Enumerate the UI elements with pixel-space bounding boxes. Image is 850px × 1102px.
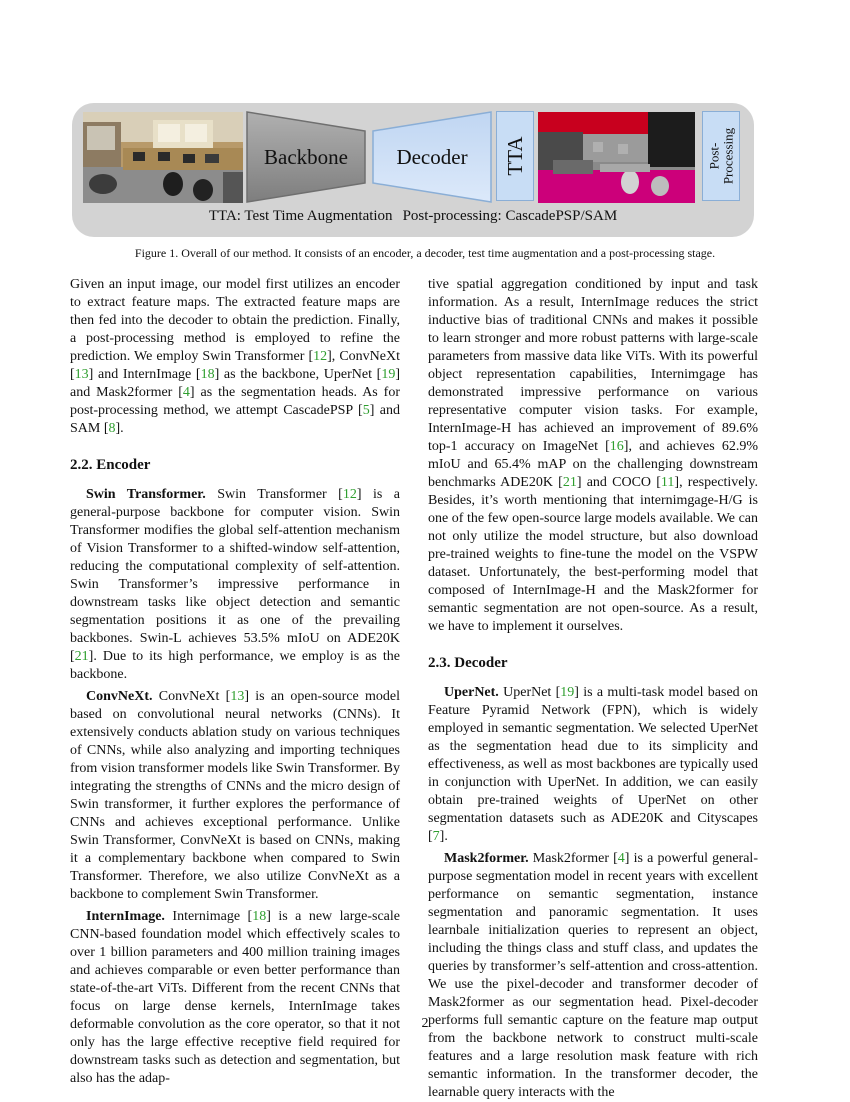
citation-link[interactable]: 11: [660, 475, 675, 490]
paragraph-run-in-title: Swin Transformer.: [86, 487, 206, 502]
mask2former-paragraph: Mask2former. Mask2former [4] is a powerful general-purpose segmentation model in recent years with excellent performance on semantic segmentation, instance segmentation and panoramic segmentation. It uses learnbale initialization queries to represent an object, including the things class and stuff class, and updates the queries by transformer’s self-attention and cross-attention. We use the pixel-decoder and transformer decoder of Mask2former as our segmentation head. Pixel-decoder performs full semantic capture on the feature map output from the backbone network to construct multi-scale features and a large resolution mask feature with rich semantic information. In the transformer decoder, the learnable query interacts with the: [428, 851, 758, 1100]
tta-block: [496, 111, 534, 201]
decoder-block: [372, 111, 492, 203]
citation-link[interactable]: 19: [381, 367, 396, 382]
citation-link[interactable]: 12: [313, 349, 328, 364]
decoder-label: Decoder: [396, 144, 468, 169]
citation-link[interactable]: 18: [200, 367, 215, 382]
citation-link[interactable]: 4: [182, 385, 190, 400]
section-heading-encoder: 2.2. Encoder: [70, 457, 151, 473]
convnext-paragraph: ConvNeXt. ConvNeXt [13] is an open-source model based on convolutional neural networks (CNNs). It extensively conducts ablation study on various techniques of CNNs, while also analyzing and importing techniques from vision transformer models like Swin Transformer. By integrating the strengths of CNNs and the micro design of Swin transformer, it further explores the performance of CNNs and achieves exceptional performance. Unlike Swin Transformer, ConvNeXt is based on CNNs, making it a complementary backbone when compared to Swin Transformer. Therefore, we also utilize ConvNeXt as a backbone to complement Swin Transformer.: [70, 689, 400, 902]
classroom-photo: [83, 112, 243, 203]
citation-link[interactable]: 19: [560, 685, 575, 700]
paragraph-run-in-title: Mask2former.: [444, 851, 529, 866]
intro-paragraph: Given an input image, our model first utilizes an encoder to extract feature maps. The extracted feature maps are then fed into the decoder to obtain the prediction. Finally, a post-processing method is employed to refine the prediction. We employ Swin Transformer [12], ConvNeXt [13] and InternImage [18] as the backbone, UperNet [19] and Mask2former [4] as the segmentation heads. As for post-processing method, we attempt CascadePSP [5] and SAM [8].: [70, 277, 401, 436]
citation-link[interactable]: 16: [609, 439, 624, 454]
input-image: [83, 112, 243, 203]
legend-post-processing: Post-processing: CascadePSP/SAM: [402, 208, 618, 224]
right-column: [428, 276, 758, 1102]
citation-link[interactable]: 7: [432, 829, 440, 844]
citation-link[interactable]: 8: [108, 421, 116, 436]
page-number: 2: [421, 1016, 429, 1031]
upernet-paragraph: UperNet. UperNet [19] is a multi-task model based on Feature Pyramid Network (FPN), which is widely employed in semantic segmentation. We selected UperNet as the segmentation head due to its simplicity and effectiveness, as well as most backbones are typically used in conjunction with UperNet. In addition, we can easily obtain pre-trained weights of UperNet on other segmentation datasets such as ADE20K and Cityscapes [7].: [428, 685, 758, 844]
internimage-paragraph: InternImage. Internimage [18] is a new large-scale CNN-based foundation model which effectively scales to over 1 billion parameters and 400 million training images and achieves comparable or even better performance than state-of-the-art ViTs. Different from the recent CNNs that focus on large dense kernels, InternImage takes deformable convolution as the core operator, so that it not only has the large effective receptive field required for downstream tasks such as detection and segmentation, but also has the adap-: [70, 909, 400, 1086]
paragraph-run-in-title: UperNet.: [444, 685, 499, 700]
citation-link[interactable]: 18: [252, 909, 267, 924]
post-processing-block: [702, 111, 740, 201]
citation-link[interactable]: 5: [362, 403, 370, 418]
section-heading-decoder: 2.3. Decoder: [428, 655, 508, 671]
left-column: [70, 276, 400, 1088]
citation-link[interactable]: 21: [74, 649, 89, 664]
citation-link[interactable]: 21: [562, 475, 577, 490]
citation-link[interactable]: 13: [74, 367, 89, 382]
segmentation-output-image: [538, 112, 695, 203]
post-processing-label: Post- Processing: [706, 127, 735, 185]
paragraph-run-in-title: InternImage.: [86, 909, 165, 924]
citation-link[interactable]: 4: [617, 851, 625, 866]
backbone-label: Backbone: [264, 144, 348, 169]
segmentation-map: [538, 112, 695, 203]
figure-panel: [72, 103, 754, 237]
citation-link[interactable]: 13: [230, 689, 245, 704]
backbone-block: [246, 111, 366, 203]
figure-legend: [72, 208, 754, 225]
paragraph-run-in-title: ConvNeXt.: [86, 689, 153, 704]
swin-paragraph: Swin Transformer. Swin Transformer [12] is a general-purpose backbone for computer vision. Swin Transformer modifies the global self-attention mechanism of Vision Transformer to a shifted-window self-attention, reducing the computational complexity of self-attention. Swin Transformer’s impressive performance in downstream tasks like object detection and semantic segmentation positions it as one of the prevailing backbones. Swin-L achieves 53.5% mIoU on ADE20K [21]. Due to its high performance, we employ is as the backbone.: [70, 487, 401, 682]
tta-label: TTA: [502, 136, 527, 176]
figure-caption: Figure 1. Overall of our method. It consists of an encoder, a decoder, test time augmentation and a post-processing stage.: [134, 246, 716, 260]
internimage-continued-paragraph: tive spatial aggregation conditioned by input and task information. As a result, InternImage reduces the strict inductive bias of traditional CNNs and makes it possible to learn stronger and more robust patterns with large-scale parameters from massive data like ViTs. With its powerful object representation capabilities, Internimgage has demonstrated impressive performance on various representative computer vision tasks. For example, InternImage-H has achieved an improvement of 89.6% top-1 accuracy on ImageNet [16], and achieves 62.9% mIoU and 65.4% mAP on the challenging downstream benchmarks ADE20K [21] and COCO [11], respectively. Besides, it’s worth mentioning that internimgage-H/G is one of the few open-source large models available. We can not only utilize the model structure, but also download pre-trained weights to fine-tune the model on the VSPW dataset. Unfortunately, the best-performing model that composed of InternImage-H and the Mask2former for semantic segmentation are not open-source. As a result, we have to implement it ourselves.: [428, 277, 759, 634]
citation-link[interactable]: 12: [342, 487, 357, 502]
legend-tta: TTA: Test Time Augmentation: [208, 208, 393, 224]
